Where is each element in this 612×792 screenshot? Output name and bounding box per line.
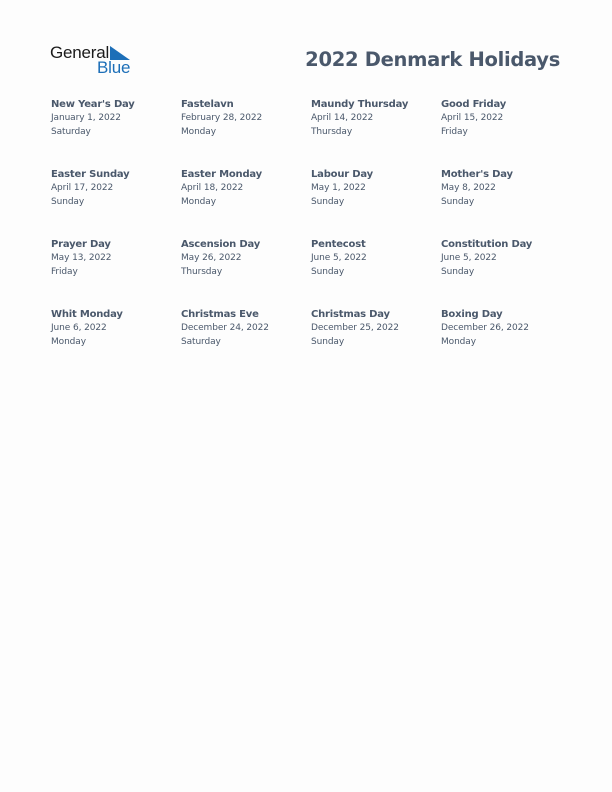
holiday-weekday: Sunday	[441, 266, 475, 277]
holiday-name: New Year's Day	[51, 99, 135, 110]
holiday-name: Ascension Day	[181, 239, 261, 250]
holiday-item	[441, 308, 571, 378]
holiday-weekday: Sunday	[311, 266, 345, 277]
holiday-item	[441, 98, 571, 168]
holiday-item	[441, 168, 571, 238]
holiday-item	[181, 98, 311, 168]
holiday-name: Maundy Thursday	[311, 99, 409, 110]
holiday-name: Prayer Day	[51, 239, 111, 250]
holiday-date: December 25, 2022	[311, 323, 399, 333]
holiday-date: May 8, 2022	[441, 183, 496, 193]
holiday-weekday: Sunday	[311, 336, 345, 347]
holiday-weekday: Friday	[441, 126, 468, 137]
logo-blue-text: Blue	[97, 58, 131, 77]
holiday-name: Pentecost	[311, 239, 366, 250]
holiday-weekday: Friday	[51, 266, 78, 277]
holiday-item	[181, 168, 311, 238]
holiday-grid	[51, 98, 571, 378]
holiday-weekday: Thursday	[181, 266, 223, 277]
holiday-name: Good Friday	[441, 99, 507, 110]
holiday-item	[311, 168, 441, 238]
holiday-item	[51, 98, 181, 168]
holiday-date: April 14, 2022	[311, 113, 374, 123]
holiday-name: Whit Monday	[51, 309, 123, 320]
holiday-weekday: Monday	[51, 336, 86, 347]
holiday-weekday: Thursday	[311, 126, 353, 137]
holiday-item	[51, 308, 181, 378]
holiday-weekday: Monday	[441, 336, 476, 347]
holiday-weekday: Sunday	[441, 196, 475, 207]
holiday-item	[51, 238, 181, 308]
holiday-item	[311, 308, 441, 378]
holiday-name: Easter Sunday	[51, 169, 130, 180]
page-title: 2022 Denmark Holidays	[305, 48, 560, 71]
holiday-weekday: Sunday	[311, 196, 345, 207]
holiday-date: April 17, 2022	[51, 183, 114, 193]
holiday-name: Easter Monday	[181, 169, 262, 180]
holiday-weekday: Saturday	[51, 126, 91, 137]
holiday-date: May 26, 2022	[181, 253, 242, 263]
holiday-weekday: Monday	[181, 196, 216, 207]
holiday-date: May 13, 2022	[51, 253, 112, 263]
holiday-item	[311, 98, 441, 168]
holiday-name: Christmas Eve	[181, 309, 259, 320]
holiday-name: Fastelavn	[181, 99, 234, 110]
holiday-date: June 6, 2022	[51, 323, 107, 333]
holiday-date: December 26, 2022	[441, 323, 529, 333]
holiday-name: Constitution Day	[441, 239, 533, 250]
holiday-date: December 24, 2022	[181, 323, 269, 333]
holiday-date: February 28, 2022	[181, 113, 263, 123]
holiday-date: June 5, 2022	[441, 253, 497, 263]
holiday-weekday: Saturday	[181, 336, 221, 347]
holiday-item	[51, 168, 181, 238]
holiday-date: May 1, 2022	[311, 183, 366, 193]
holiday-name: Christmas Day	[311, 309, 390, 320]
holiday-name: Labour Day	[311, 169, 373, 180]
holiday-date: January 1, 2022	[51, 113, 121, 123]
holiday-date: April 18, 2022	[181, 183, 244, 193]
holiday-date: June 5, 2022	[311, 253, 367, 263]
generalblue-logo	[50, 43, 140, 77]
holiday-weekday: Monday	[181, 126, 216, 137]
holiday-item	[181, 238, 311, 308]
holiday-item	[311, 238, 441, 308]
holiday-item	[181, 308, 311, 378]
logo-general-text: General	[50, 43, 110, 62]
holiday-name: Boxing Day	[441, 309, 503, 320]
holiday-item	[441, 238, 571, 308]
holiday-date: April 15, 2022	[441, 113, 504, 123]
holiday-name: Mother's Day	[441, 169, 513, 180]
holiday-weekday: Sunday	[51, 196, 85, 207]
